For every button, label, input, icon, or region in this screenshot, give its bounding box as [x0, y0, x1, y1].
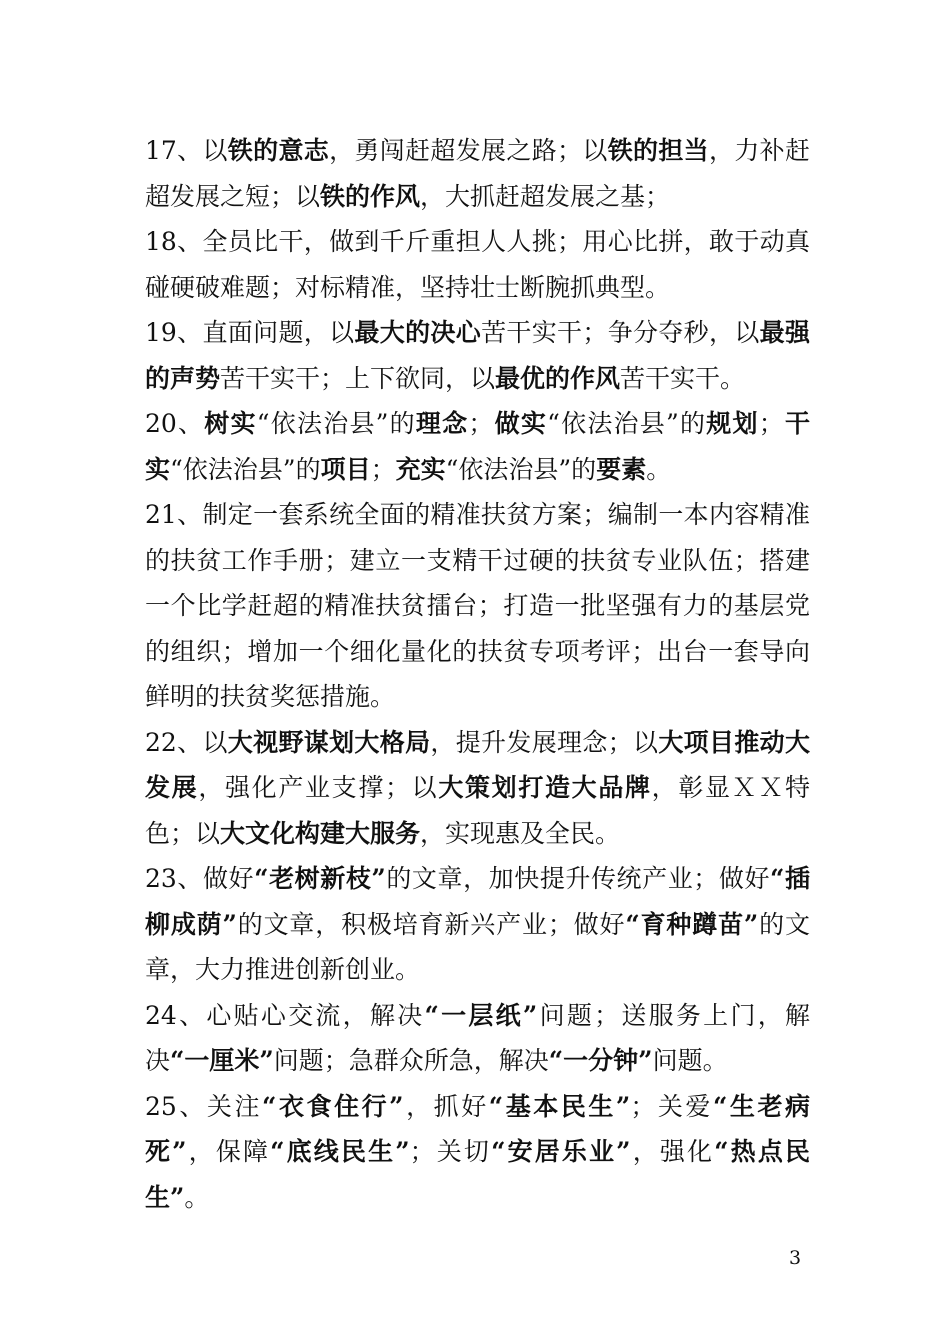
- emphasis-text: “生老病死”: [145, 1091, 811, 1166]
- body-text: 21、制定一套系统全面的精准扶贫方案；编制一本内容精准的扶贫工作手册；建立一支精干过硬的扶贫专业队伍；搭建一个比学赶超的精准扶贫擂台；打造一批坚强有力的基层党的组织；增加一个细化量化的扶贫专项考评；出台一套导向鲜明的扶贫奖惩措施。: [145, 500, 810, 711]
- paragraph-20: [145, 401, 810, 492]
- emphasis-text: 理念: [415, 409, 469, 438]
- paragraph-23: [145, 856, 810, 993]
- paragraph-17: [145, 128, 810, 219]
- emphasis-text: 做实: [493, 409, 548, 438]
- body-text: 苦干实干。: [620, 363, 746, 393]
- body-text: ；: [370, 454, 396, 484]
- body-text: ，抓好: [403, 1091, 489, 1121]
- emphasis-text: “底线民生”: [270, 1137, 410, 1166]
- emphasis-text: 干实: [145, 409, 810, 484]
- body-text: ，保障: [186, 1137, 271, 1166]
- emphasis-text: 铁的担当: [607, 136, 709, 165]
- body-text: ，强化产业支撑；以: [198, 773, 439, 802]
- emphasis-text: 铁的意志: [227, 136, 330, 165]
- body-text: 20、: [145, 409, 205, 438]
- paragraph-24: [145, 993, 810, 1084]
- emphasis-text: “一分钟”: [548, 1046, 653, 1075]
- body-text: 问题；急群众所急，解决: [273, 1046, 549, 1075]
- emphasis-text: “衣食住行”: [262, 1091, 404, 1121]
- emphasis-text: 树实: [204, 409, 257, 438]
- page-number: 3: [789, 1247, 802, 1269]
- body-text: ，勇闯赶超发展之路；以: [329, 136, 608, 165]
- body-text: ，实现惠及全民。: [420, 818, 621, 848]
- emphasis-text: “一层纸”: [424, 1000, 538, 1030]
- body-text: 问题。: [652, 1046, 728, 1075]
- paragraph-22: [145, 720, 810, 857]
- body-text: 19、直面问题，以: [145, 318, 355, 347]
- body-text: “依法治县”的: [256, 409, 416, 438]
- body-text: ；关爱: [630, 1091, 713, 1121]
- emphasis-text: 项目: [320, 454, 371, 484]
- emphasis-text: “基本民生”: [488, 1091, 631, 1121]
- body-text: 的文章，积极培育新兴产业；做好: [236, 909, 626, 939]
- emphasis-text: 最大的决心: [354, 318, 482, 347]
- body-text: 苦干实干；争分夺秒，以: [481, 318, 760, 347]
- body-text: 22、以: [145, 727, 228, 757]
- emphasis-text: 大文化构建大服务: [220, 818, 421, 848]
- emphasis-text: 充实: [395, 454, 446, 484]
- body-text: ，彰显ＸＸ特色；以: [145, 773, 810, 848]
- emphasis-text: “一厘米”: [170, 1046, 274, 1075]
- emphasis-text: 大视野谋划大格局: [227, 727, 431, 757]
- body-text: 的文章，大力推进创新创业。: [145, 909, 810, 984]
- body-text: ，强化: [630, 1137, 715, 1166]
- body-text: “依法治县”的: [547, 409, 707, 438]
- body-text: 的文章，加快提升传统产业；做好: [385, 864, 771, 893]
- body-text: ；关切: [409, 1137, 492, 1166]
- paragraph-21: [145, 492, 810, 720]
- document-body: [145, 128, 810, 1220]
- paragraph-25: [145, 1084, 810, 1221]
- emphasis-text: “育种蹲苗”: [625, 909, 759, 939]
- emphasis-text: 大策划打造大品牌: [438, 773, 652, 802]
- emphasis-text: “热点民生”: [145, 1137, 810, 1212]
- body-text: ，力补赶超发展之短；以: [145, 136, 810, 211]
- body-text: “依法治县”的: [170, 454, 321, 484]
- body-text: 苦干实干；上下欲同，以: [220, 363, 496, 393]
- body-text: 25、关注: [145, 1091, 263, 1121]
- body-text: ，大抓赶超发展之基；: [420, 181, 671, 211]
- emphasis-text: 大项目推动大发展: [145, 727, 810, 802]
- body-text: ；: [758, 409, 784, 438]
- emphasis-text: 规划: [706, 409, 759, 438]
- emphasis-text: “老树新枝”: [254, 864, 386, 893]
- body-text: ；: [468, 409, 494, 438]
- body-text: ，提升发展理念；以: [430, 727, 659, 757]
- emphasis-text: 最优的作风: [495, 363, 621, 393]
- body-text: 问题；送服务上门，解决: [145, 1000, 810, 1075]
- paragraph-19: [145, 310, 810, 401]
- body-text: “依法治县”的: [445, 454, 597, 484]
- body-text: 。: [646, 454, 672, 484]
- emphasis-text: “安居乐业”: [491, 1137, 631, 1166]
- emphasis-text: “插柳成荫”: [145, 864, 810, 939]
- body-text: 17、以: [145, 136, 228, 165]
- body-text: 23、做好: [145, 864, 255, 893]
- paragraph-18: [145, 219, 810, 310]
- emphasis-text: 铁的作风: [320, 181, 421, 211]
- body-text: 。: [184, 1182, 210, 1212]
- emphasis-text: 要素: [596, 454, 647, 484]
- body-text: 24、心贴心交流，解决: [145, 1000, 425, 1030]
- body-text: 18、全员比干，做到千斤重担人人挑；用心比拼，敢于动真碰硬破难题；对标精准，坚持壮士断腕抓典型。: [145, 227, 810, 302]
- emphasis-text: 最强的声势: [145, 318, 810, 393]
